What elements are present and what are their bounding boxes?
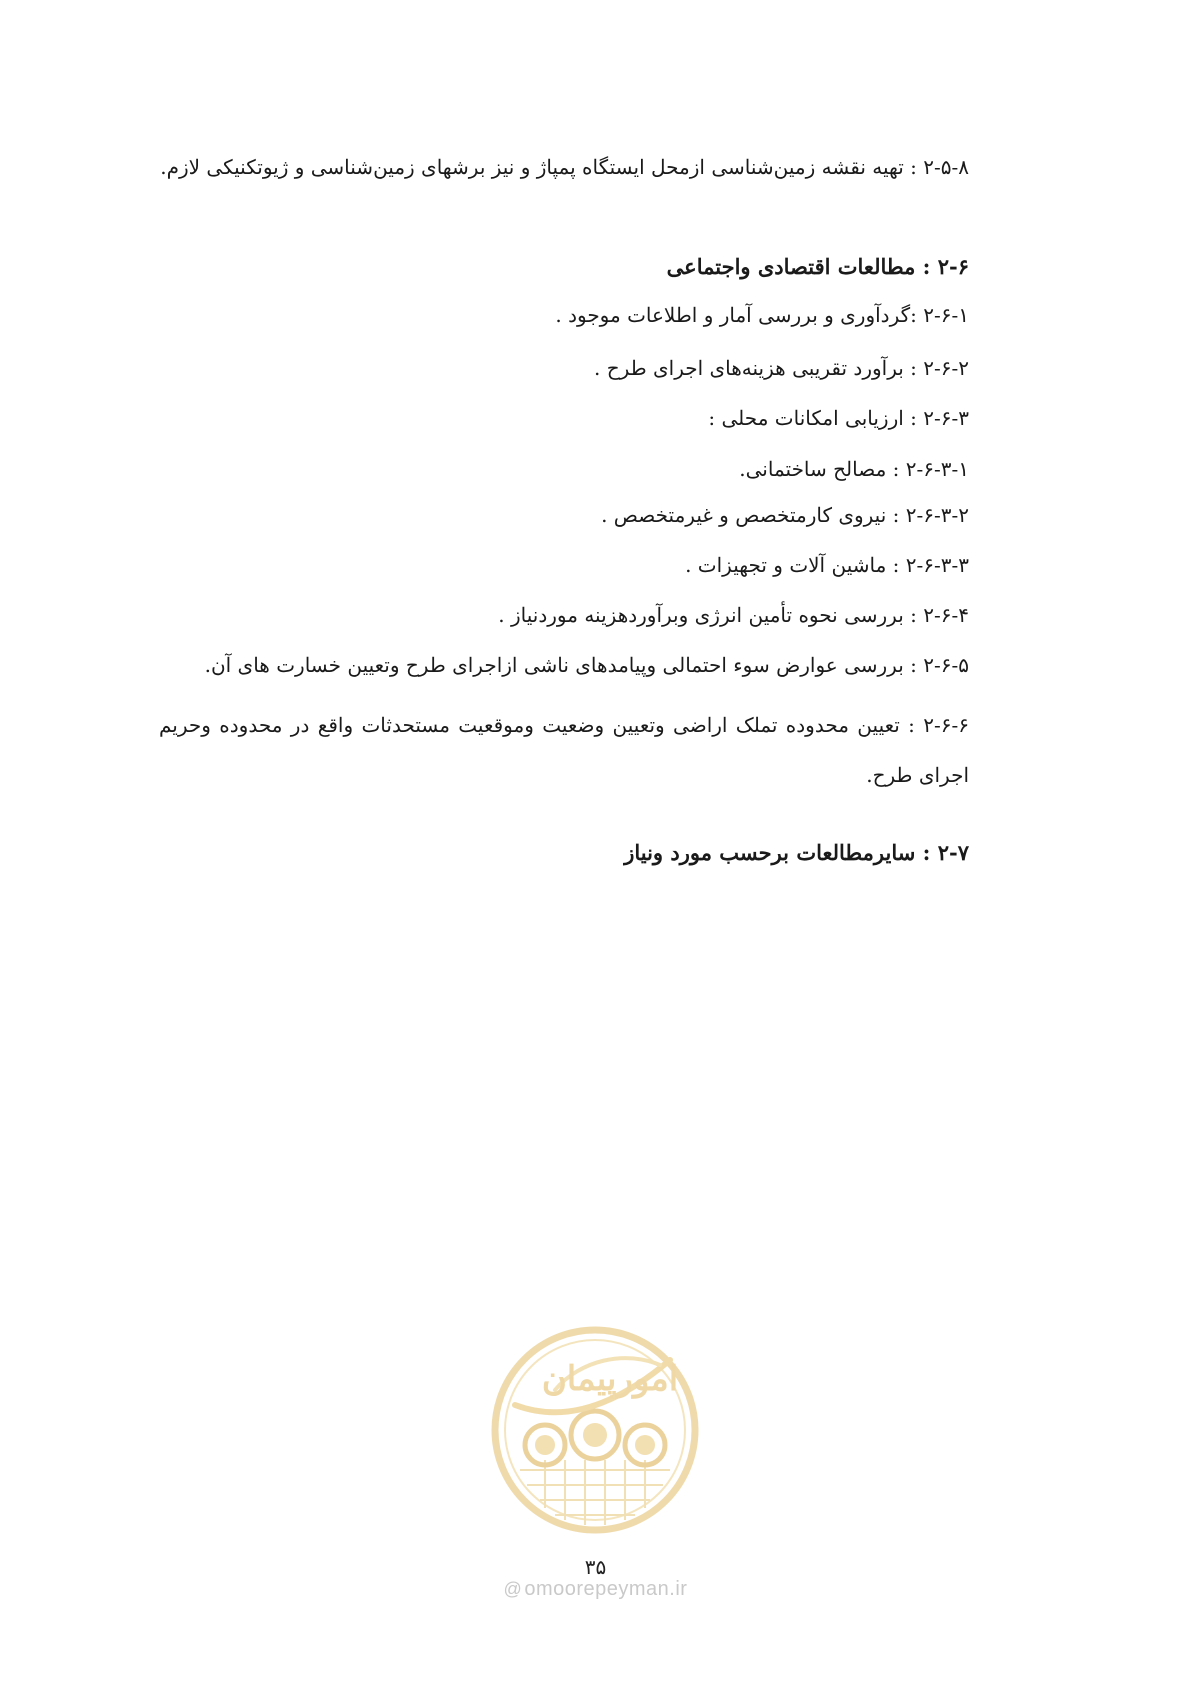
item-2-6-3: ۲-۶-۳ : ارزیابی امکانات محلی :	[708, 406, 969, 430]
item-2-6-3-3: ۲-۶-۳-۳ : ماشین آلات و تجهیزات .	[685, 553, 969, 577]
item-2-6-1: ۲-۶-۱ :گردآوری و بررسی آمار و اطلاعات موجود .	[555, 303, 969, 327]
watermark-site-text: omoorepeyman.ir	[524, 1578, 688, 1600]
svg-text:امورپیمان: امورپیمان	[541, 1359, 679, 1399]
item-2-6-3-2: ۲-۶-۳-۲ : نیروی کارمتخصص و غیرمتخصص .	[601, 503, 969, 527]
item-2-5-8: ۲-۵-۸ : تهیه نقشه زمین‌شناسی ازمحل ایستگاه پمپاژ و نیز برشهای زمین‌شناسی و ژیوتکنیکی لازم.	[160, 155, 969, 179]
item-2-6-5: ۲-۶-۵ : بررسی عوارض سوء احتمالی وپیامدهای ناشی ازاجرای طرح وتعیین خسارت های آن.	[204, 653, 969, 677]
item-2-6-2: ۲-۶-۲ : برآورد تقریبی هزینه‌های اجرای طرح .	[594, 356, 969, 380]
omoorepeyman-logo-watermark	[485, 1320, 705, 1540]
section-heading-2-7: ۲-۷ : سایرمطالعات برحسب مورد ونیاز	[624, 840, 969, 865]
item-2-6-4: ۲-۶-۴ : بررسی نحوه تأمین انرژی وبرآوردهزینه موردنیاز .	[498, 603, 969, 627]
watermark-site	[0, 1578, 1191, 1601]
section-heading-2-6: ۲-۶ : مطالعات اقتصادی واجتماعی	[666, 254, 969, 279]
item-2-6-6: ۲-۶-۶ : تعیین محدوده تملک اراضی وتعیین وضعیت وموقعیت مستحدثات واقع در محدوده وحریم اجرای طرح.	[159, 713, 969, 787]
item-2-6-3-1: ۲-۶-۳-۱ : مصالح ساختمانی.	[739, 457, 969, 481]
page-number: ۳۵	[584, 1555, 607, 1579]
at-icon: @	[503, 1579, 523, 1599]
